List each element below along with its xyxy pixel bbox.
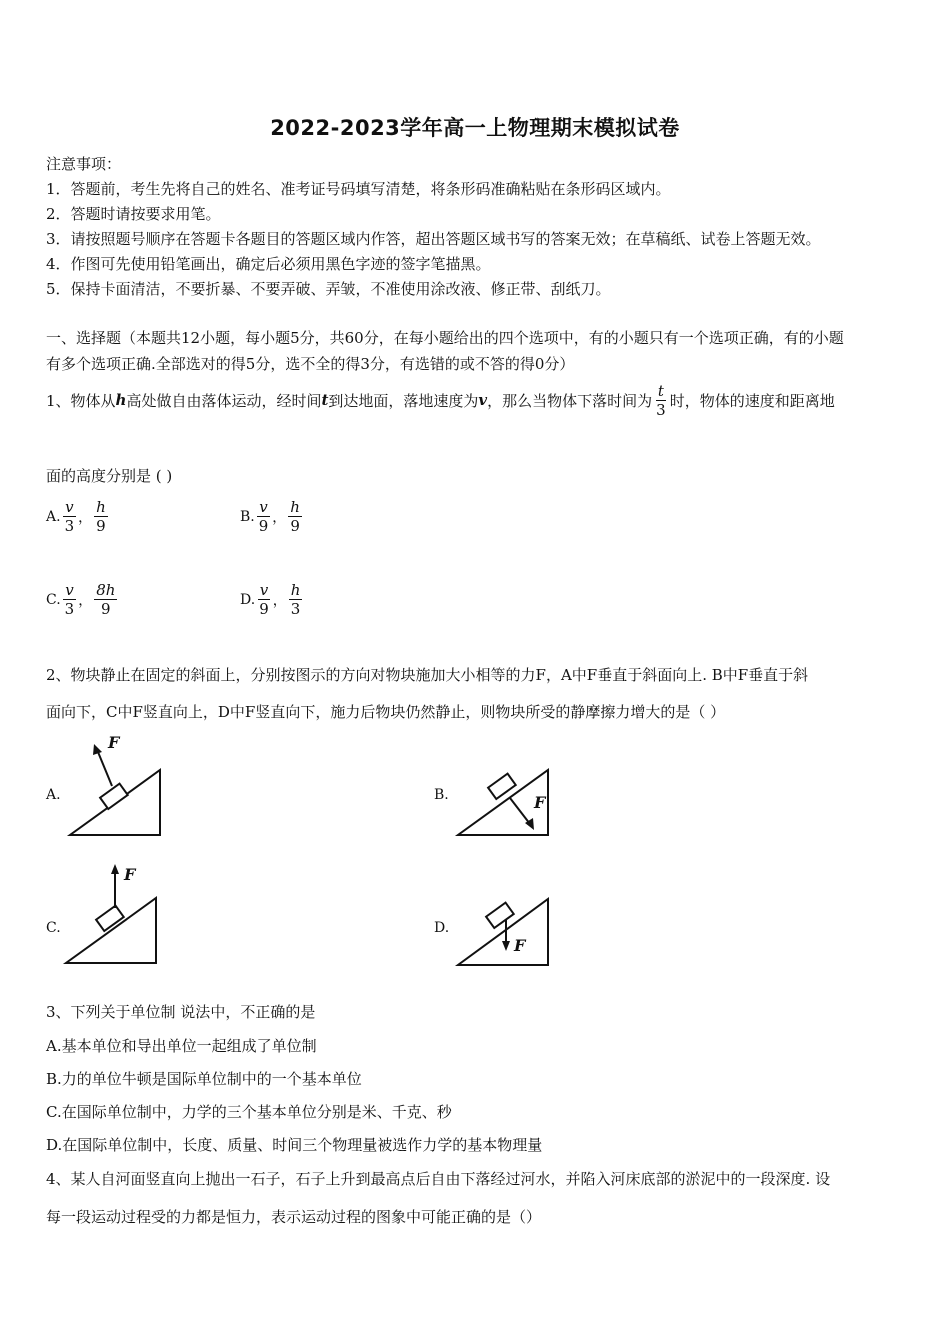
arrow-head — [111, 864, 119, 874]
frac-den: 9 — [258, 517, 269, 535]
question-3-stem: 3、下列关于单位制 说法中，不正确的是 — [46, 1003, 316, 1021]
q1-option-d[interactable] — [240, 581, 304, 618]
q1-text: 到达地面，落地速度为 — [328, 391, 479, 410]
q3-option-a[interactable]: A.基本单位和导出单位一起组成了单位制 — [46, 1037, 317, 1055]
q1-option-c[interactable] — [46, 581, 119, 618]
frac-num: v — [259, 498, 268, 516]
separator: ， — [78, 592, 93, 609]
force-arrow — [98, 752, 112, 786]
fraction — [63, 498, 77, 535]
frac-num: h — [290, 498, 300, 516]
separator: ， — [272, 592, 287, 609]
figure-b-incline — [452, 760, 562, 870]
force-label: F — [534, 793, 546, 812]
question-1-stem-cont: 面的高度分别是 ( ) — [46, 467, 173, 485]
arrow-head — [502, 941, 510, 951]
question-4-stem-cont: 每一段运动过程受的力都是恒力，表示运动过程的图象中可能正确的是（） — [46, 1208, 542, 1226]
fraction — [288, 498, 302, 535]
force-label: F — [108, 733, 120, 752]
figure-a-incline — [60, 730, 170, 840]
notice-item: 4．作图可先使用铅笔画出，确定后必须用黑色字迹的签字笔描黑。 — [46, 255, 491, 273]
q1-text: 高处做自由落体运动，经时间 — [126, 391, 322, 410]
frac-num: 8h — [96, 581, 116, 599]
notice-item: 3．请按照题号顺序在答题卡各题目的答题区域内作答，超出答题区域书写的答案无效；在草稿纸、试卷上答题无效。 — [46, 230, 821, 248]
frac-den: 3 — [64, 600, 75, 618]
q1-text: ，那么当物体下落时间为 — [487, 391, 653, 410]
notice-item: 1．答题前，考生先将自己的姓名、准考证号码填写清楚，将条形码准确粘贴在条形码区域内。 — [46, 180, 671, 198]
q3-option-d[interactable]: D.在国际单位制中，长度、质量、时间三个物理量被选作力学的基本物理量 — [46, 1136, 543, 1154]
block — [96, 906, 124, 931]
question-1-stem — [46, 378, 835, 422]
frac-num: h — [290, 581, 301, 599]
fraction — [63, 581, 77, 618]
option-label: C. — [46, 591, 61, 608]
frac-den: 9 — [259, 600, 269, 618]
q1-text: 1、物体从 — [46, 391, 116, 410]
q3-option-b[interactable]: B.力的单位牛顿是国际单位制中的一个基本单位 — [46, 1070, 362, 1088]
question-4-stem: 4、某人自河面竖直向上抛出一石子，石子上升到最高点后自由下落经过河水，并陷入河床底部的淤泥中的一段深度. 设 — [46, 1170, 831, 1188]
fraction — [289, 581, 303, 618]
figure-d-incline — [454, 893, 564, 973]
fraction — [94, 498, 108, 535]
q2-option-a-label[interactable]: A. — [46, 787, 61, 803]
force-arrow — [510, 798, 530, 824]
frac-num: h — [96, 498, 106, 516]
option-label: D. — [240, 591, 256, 608]
block — [486, 903, 514, 928]
frac-num: v — [65, 581, 74, 599]
q1-text: 时，物体的速度和距离地 — [669, 391, 835, 410]
force-label: F — [514, 936, 526, 955]
frac-den: 9 — [101, 600, 111, 618]
notice-item: 2．答题时请按要求用笔。 — [46, 205, 221, 223]
frac-den: 3 — [290, 600, 301, 618]
fraction — [257, 498, 271, 535]
q1-option-a[interactable] — [46, 498, 110, 535]
fraction — [94, 581, 117, 618]
q1-fraction — [654, 382, 668, 419]
frac-num: t — [657, 381, 664, 400]
question-2-stem-cont: 面向下，C中F竖直向上，D中F竖直向下，施力后物块仍然静止，则物块所受的静摩擦力增大的是（ ） — [46, 703, 726, 721]
q1-var-t: t — [321, 391, 329, 409]
q3-option-c[interactable]: C.在国际单位制中，力学的三个基本单位分别是米、千克、秒 — [46, 1103, 452, 1121]
fraction — [257, 581, 271, 618]
frac-den: 9 — [96, 517, 106, 535]
figure-c-incline — [62, 858, 172, 973]
q2-option-d-label[interactable]: D. — [434, 920, 450, 936]
frac-den: 9 — [290, 517, 300, 535]
notice-item: 5．保持卡面清洁，不要折暴、不要弄破、弄皱，不准使用涂改液、修正带、刮纸刀。 — [46, 280, 611, 298]
section-heading: 一、选择题（本题共12小题，每小题5分，共60分，在每小题给出的四个选项中，有的小题只有一个选项正确，有的小题 — [46, 329, 844, 347]
section-heading-cont: 有多个选项正确.全部选对的得5分，选不全的得3分，有选错的或不答的得0分） — [46, 355, 575, 373]
force-label: F — [124, 865, 136, 884]
question-2-stem: 2、物块静止在固定的斜面上，分别按图示的方向对物块施加大小相等的力F，A中F垂直于斜面向上. B中F垂直于斜 — [46, 666, 809, 684]
frac-den: 3 — [64, 517, 75, 535]
arrow-head — [93, 744, 102, 755]
separator: ， — [78, 509, 93, 526]
notice-heading: 注意事项： — [46, 155, 122, 173]
frac-den: 3 — [656, 400, 666, 419]
q1-var-v: v — [478, 391, 488, 409]
frac-num: v — [259, 581, 269, 599]
block — [100, 784, 128, 809]
q1-var-h: h — [115, 391, 127, 409]
q2-option-c-label[interactable]: C. — [46, 920, 61, 936]
q2-option-b-label[interactable]: B. — [434, 787, 449, 803]
q1-option-b[interactable] — [240, 498, 304, 535]
frac-num: v — [65, 498, 74, 516]
separator: ， — [272, 509, 287, 526]
option-label: B. — [240, 508, 255, 525]
page-title: 2022-2023学年高一上物理期末模拟试卷 — [270, 116, 680, 140]
option-label: A. — [46, 508, 61, 525]
